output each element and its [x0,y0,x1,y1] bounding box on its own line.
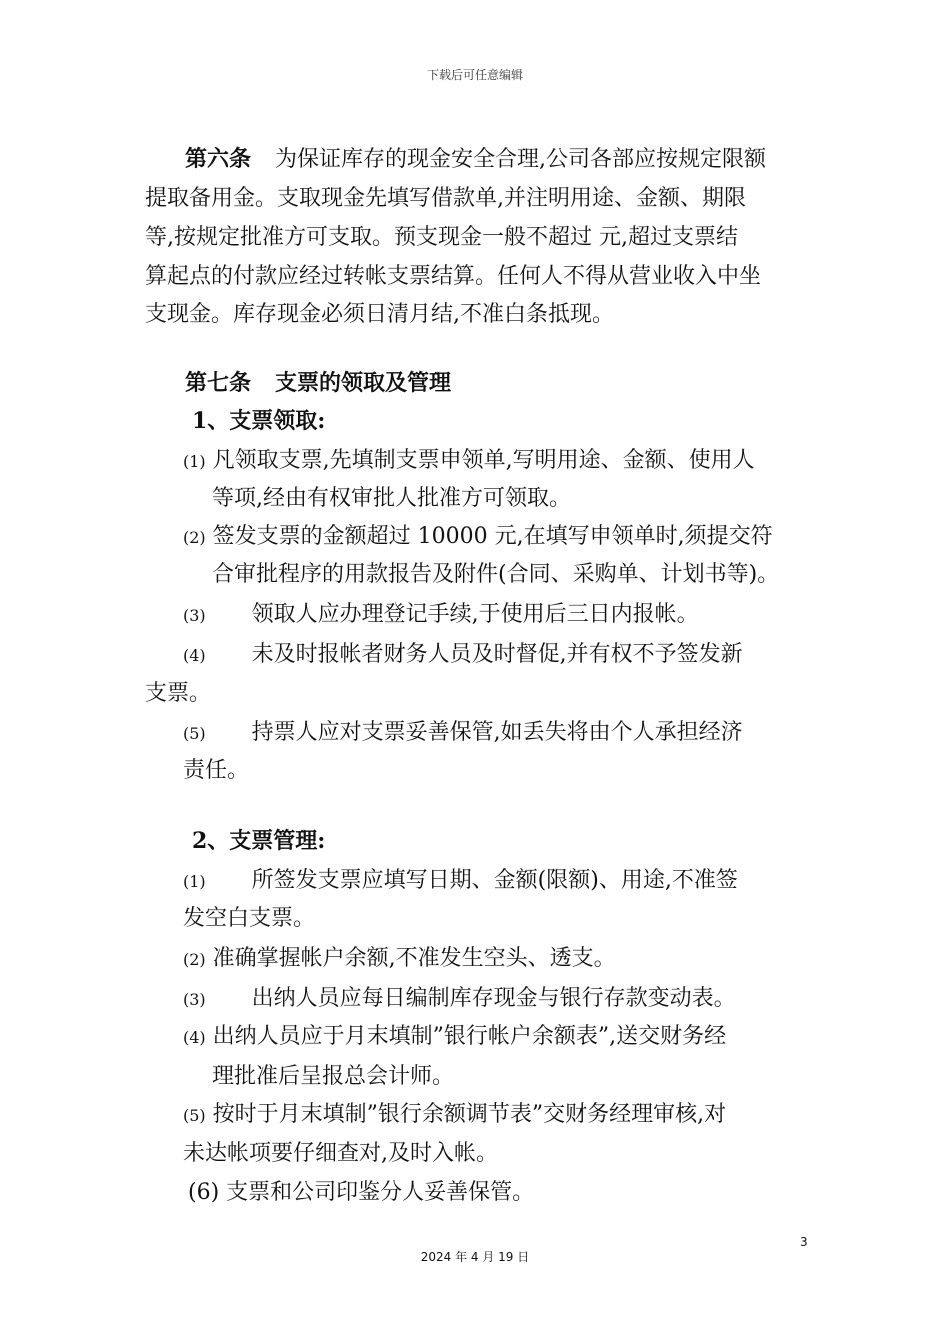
s1-item-4-text: 未及时报帐者财务人员及时督促,并有权不予签发新 [251,642,743,667]
article-6-text-1: 为保证库存的现金安全合理,公司各部应按规定限额 [275,147,767,172]
article-7-subtitle: 支票的领取及管理 [275,370,452,396]
article-6-line-3: 等,按规定批准方可支取。预支现金一般不超过 元,超过支票结 [145,225,738,250]
s1-item-5-text: 持票人应对支票妥善保管,如丢失将由个人承担经济 [251,720,743,745]
s2-item-1-line-2: 发空白支票。 [183,906,316,931]
article-6-line-5: 支现金。库存现金必须日清月结,不准白条抵现。 [145,302,614,327]
s2-item-5-line-1 [183,1102,726,1128]
s1-item-4-line-2: 支票。 [145,681,212,706]
s2-item-5-text: 按时于月末填制”银行余额调节表”交财务经理审核,对 [212,1102,727,1127]
s1-item-5-line-2: 责任。 [183,758,250,783]
s2-item-4-text: 出纳人员应于月末填制”银行帐户余额表”,送交财务经 [212,1024,727,1049]
article-7-heading [185,370,451,396]
s2-item-6-num: (6) [188,1180,220,1205]
s1-item-1-num: (1) [183,452,206,471]
s1-item-4-num: (4) [183,646,206,665]
section-2-heading: 2、支票管理: [192,828,326,854]
s2-item-5-num: (5) [183,1106,206,1125]
s2-item-2-num: (2) [183,950,206,969]
footer-date: 2024 年 4 月 19 日 [420,1250,530,1264]
section-1-heading: 1、支票领取: [192,408,326,434]
s2-item-6-line-1 [188,1180,534,1206]
article-6-line-2: 提取备用金。支取现金先填写借款单,并注明用途、金额、期限 [145,186,746,211]
article-6-title: 第六条 [185,146,252,172]
s1-item-1-text: 凡领取支票,先填制支票申领单,写明用途、金额、使用人 [212,448,755,473]
s2-item-3-text: 出纳人员应每日编制库存现金与银行存款变动表。 [251,986,736,1011]
article-6-line-1 [185,146,766,173]
article-6-line-4: 算起点的付款应经过转帐支票结算。任何人不得从营业收入中坐 [145,264,762,289]
s1-item-2-line-1 [183,524,773,550]
s2-item-3-num: (3) [183,990,206,1009]
s1-item-2-num: (2) [183,528,206,547]
s1-item-3-text: 领取人应办理登记手续,于使用后三日内报帐。 [251,602,699,627]
s2-item-5-line-2: 未达帐项要仔细查对,及时入帐。 [183,1141,498,1166]
s2-item-6-text: 支票和公司印鉴分人妥善保管。 [226,1180,535,1205]
s1-item-3-line-1 [183,602,699,628]
article-7-title: 第七条 [185,370,252,396]
s1-item-5-num: (5) [183,724,206,743]
s2-item-3-line-1 [183,986,736,1012]
s2-item-2-text: 准确掌握帐户余额,不准发生空头、透支。 [212,946,616,971]
s1-item-2-line-2: 合审批程序的用款报告及附件(合同、采购单、计划书等)。 [212,562,780,587]
s1-item-4-line-1 [183,642,743,668]
s2-item-1-line-1 [183,868,738,894]
s2-item-4-line-1 [183,1024,726,1050]
s1-item-2-text: 签发支票的金额超过 10000 元,在填写申领单时,须提交符 [212,524,773,549]
s2-item-1-text: 所签发支票应填写日期、金额(限额)、用途,不准签 [251,868,738,893]
page-header: 下载后可任意编辑 [426,68,523,82]
s2-item-4-num: (4) [183,1028,206,1047]
s1-item-3-num: (3) [183,606,206,625]
page-number: 3 [800,1235,808,1249]
s2-item-2-line-1 [183,946,616,972]
s2-item-1-num: (1) [183,872,206,891]
s2-item-4-line-2: 理批准后呈报总会计师。 [212,1064,455,1089]
s1-item-5-line-1 [183,720,743,746]
s1-item-1-line-2: 等项,经由有权审批人批准方可领取。 [212,486,571,511]
s1-item-1-line-1 [183,448,755,474]
